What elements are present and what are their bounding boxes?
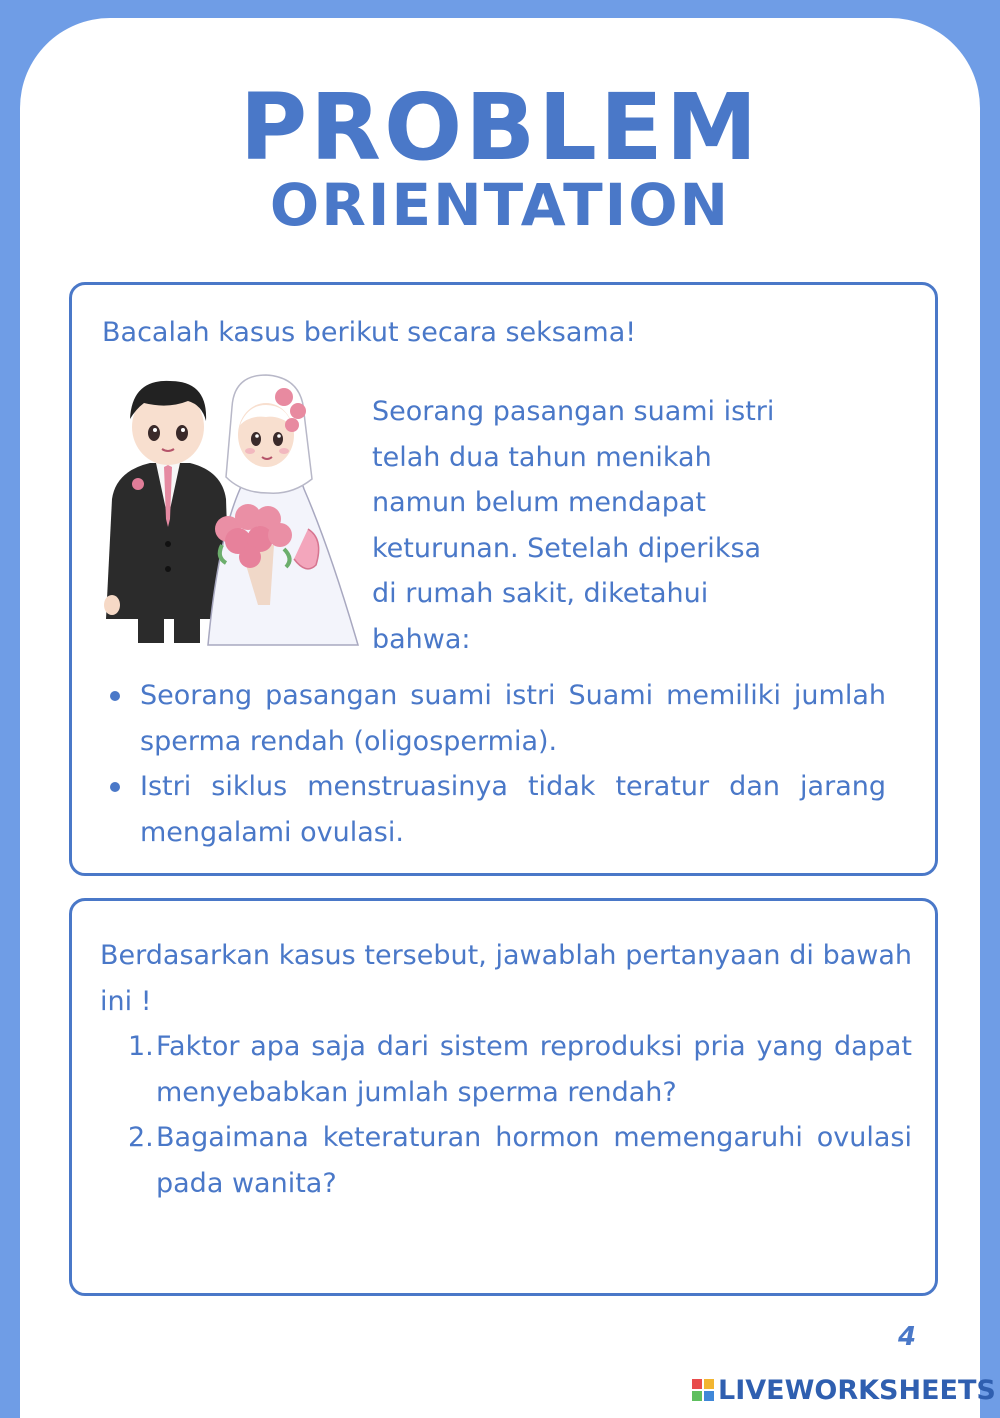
question-text: Faktor apa saja dari sistem reproduksi pria yang dapat menyebabkan jumlah sperma rendah? <box>156 1031 912 1108</box>
case-fact-text: Istri siklus menstruasinya tidak teratur dan jarang mengalami ovulasi. <box>140 771 886 848</box>
page-number: 4 <box>898 1322 917 1352</box>
question-text: Bagaimana keteraturan hormon memengaruhi ovulasi pada wanita? <box>156 1122 912 1199</box>
story-line: di rumah sakit, diketahui <box>372 578 709 609</box>
story-line: Seorang pasangan suami istri <box>372 396 775 427</box>
watermark-text: LIVEWORKSHEETS <box>718 1374 996 1406</box>
question-list <box>128 1024 912 1206</box>
question-intro: Berdasarkan kasus tersebut, jawablah pertanyaan di bawah ini ! <box>100 940 912 1017</box>
story-line: namun belum mendapat <box>372 487 706 518</box>
story-line: bahwa: <box>372 623 471 655</box>
question-item <box>128 1115 912 1206</box>
list-item <box>106 764 886 855</box>
liveworksheets-logo-icon <box>692 1379 714 1401</box>
liveworksheets-watermark[interactable] <box>692 1374 996 1406</box>
bullet-icon <box>110 691 120 701</box>
bullet-icon <box>110 782 120 792</box>
case-story <box>372 389 854 662</box>
question-item <box>128 1024 912 1115</box>
page-subtitle: ORIENTATION <box>269 171 731 239</box>
story-line: keturunan. Setelah diperiksa <box>372 532 762 564</box>
case-fact-text: Seorang pasangan suami istri Suami memiliki jumlah sperma rendah (oligospermia). <box>140 680 886 757</box>
case-instruction: Bacalah kasus berikut secara seksama! <box>102 317 637 348</box>
page-title: PROBLEM <box>239 74 761 181</box>
question-number: 2. <box>128 1122 154 1153</box>
story-line: telah dua tahun menikah <box>372 441 712 473</box>
case-box <box>69 282 938 876</box>
list-item <box>106 673 886 764</box>
case-facts-list <box>106 673 886 855</box>
question-number: 1. <box>128 1031 154 1062</box>
question-box <box>69 898 938 1296</box>
bride-and-groom-illustration <box>98 369 360 649</box>
